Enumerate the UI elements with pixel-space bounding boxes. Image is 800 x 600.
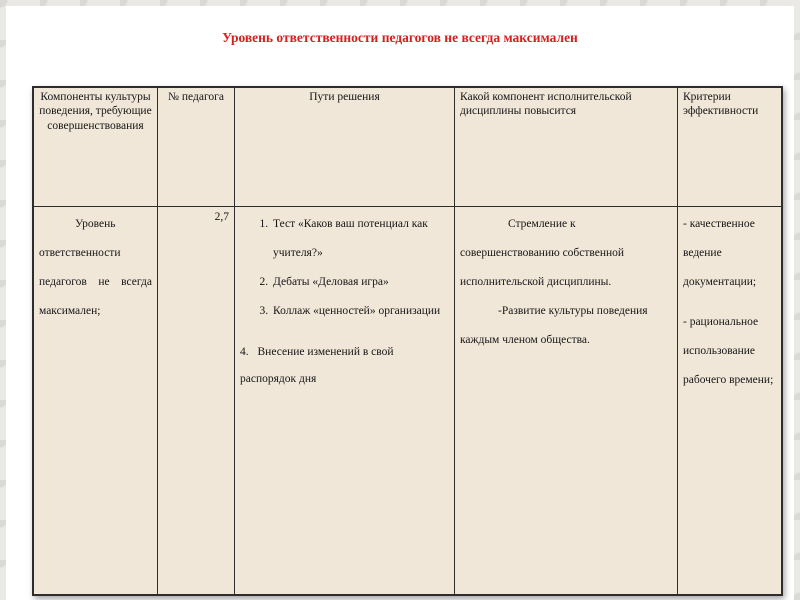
header-teacher-number: № педагога bbox=[158, 88, 235, 207]
table-card bbox=[32, 86, 783, 596]
component-text: Уровень ответственности педагогов не всегда максимален; bbox=[39, 218, 152, 317]
header-discipline-component: Какой компонент исполнительской дисциплины повысится bbox=[455, 88, 678, 207]
cell-discipline bbox=[455, 207, 678, 595]
table-header-row bbox=[34, 88, 782, 207]
header-components: Компоненты культуры поведения, требующие совершенствования bbox=[34, 88, 158, 207]
solutions-list bbox=[240, 210, 449, 326]
cell-solutions bbox=[235, 207, 455, 595]
solution-item: 3. Коллаж «ценностей» организации bbox=[271, 297, 449, 326]
table-row bbox=[34, 207, 782, 595]
discipline-text-2: -Развитие культуры поведения каждым членом общества. bbox=[460, 305, 648, 346]
header-solutions: Пути решения bbox=[235, 88, 455, 207]
solution-item: 1. Тест «Каков ваш потенциал как учителя?» bbox=[271, 210, 449, 268]
cell-component bbox=[34, 207, 158, 595]
solution-4-text: Внесение изменений в свой распорядок дня bbox=[240, 346, 394, 385]
slide-title: Уровень ответственности педагогов не всегда максимален bbox=[222, 30, 578, 45]
solution-item: 2. Дебаты «Деловая игра» bbox=[271, 268, 449, 297]
cell-criteria bbox=[678, 207, 782, 595]
cell-teacher-number: 2,7 bbox=[158, 207, 235, 595]
solution-item-4 bbox=[240, 339, 449, 393]
discipline-text-1: Стремление к совершенствованию собственной исполнительской дисциплины. bbox=[460, 218, 625, 288]
criteria-text-2: - рациональное использование рабочего времени; bbox=[683, 316, 774, 386]
solution-4-number: 4. bbox=[240, 346, 249, 358]
criteria-text-1: - качественное ведение документации; bbox=[683, 218, 757, 288]
slide bbox=[6, 6, 794, 600]
plan-table bbox=[33, 87, 782, 595]
header-criteria: Критерии эффективности bbox=[678, 88, 782, 207]
